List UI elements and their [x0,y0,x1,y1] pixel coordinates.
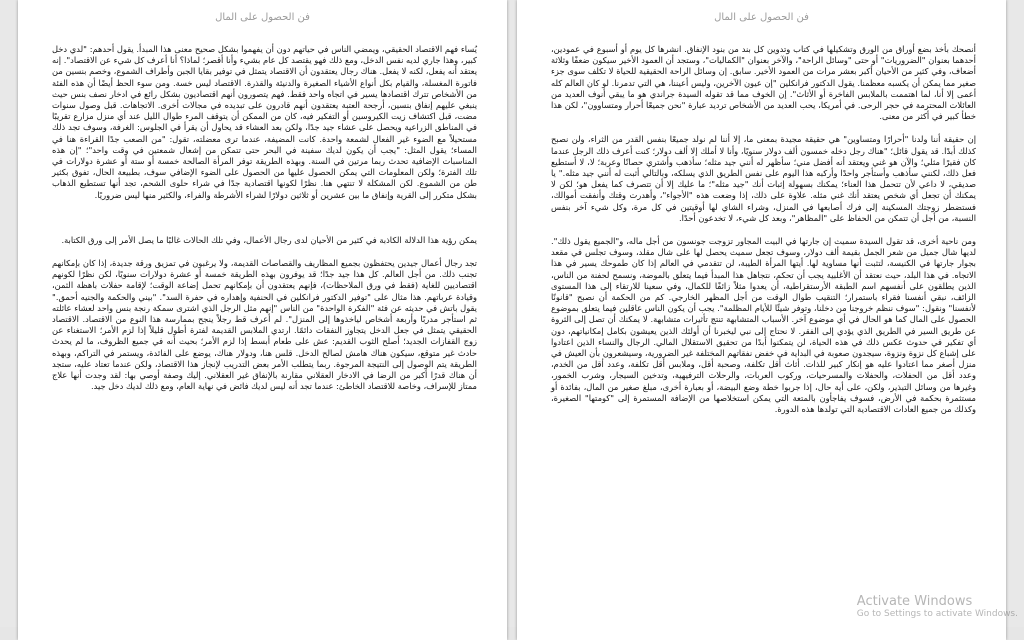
watermark-subtitle: Go to Settings to activate Windows. [856,609,1018,619]
page-body-right [551,44,976,640]
paragraph: يُساء فهم الاقتصاد الحقيقي، ويمضي الناس في حياتهم دون أن يفهموا بشكل صحيح معنى هذا المبدأ. يقول أحدهم: "لدي دخل كبير، وهذا جاري لديه نفس الدخل، ومع ذلك فهو يقتصد كل عام بشيء وأنا أقصر؛ لماذا؟ أنا أعرف كل شيء عن الاقتصاد". إنه يعتقد أنه يفعل، لكنه لا يفعل. هناك رجال يعتقدون أن الاقتصاد يتمثل في توفير بقايا الجبن وأطراف الشموع، وخصم بنسين من فاتورة المغسلة، والقيام بكل أنواع الأشياء الصغيرة والدنيئة والقذرة. الاقتصاد ليس خسة. ومن سوء الحظ أيضًا أن هذه الفئة من الأشخاص تترك اقتصادها يسير في اتجاه واحد فقط. فهم يتصورون أنهم اقتصاديون بشكل رائع في ادخار نصف بنس حيث ينبغي عليهم إنفاق بنسين، أرجحة العتبة يعتقدون أنهم قادرون على تبديده في مجالات أخرى. الاتجاهات. قبل وصول سنوات مضت، قبل اكتشاف زيت الكيروسين أو التفكير فيه، كان من الممكن أن يتوقف المرء طوال الليل عند أي منزل مزارع تقريبًا في المناطق الزراعية ويحصل على عشاء جيد جدًا، ولكن بعد العشاء قد يحاول أن يقرأ في الجلوس: الغرفة، وسوف تجد ذلك مستحيلاً مع الضوء غير الفعال لشمعة واحدة. كانت المضيفة، عندما ترى معضلته، تقول: "من الصعب جدًا القراءة هنا في المساء؛ يقول المثل: "يجب أن يكون لديك سفينة في البحر حتى تتمكن من إشعال شمعتين في وقت واحد"؛ "إن هذه المناسبات الإضافية تحدث ربما مرتين في السنة. وبهذه الطريقة توفر المرأة الصالحة خمسة أو ستة أو عشرة دولارات في تلك الفترة؛ ولكن المعلومات التي يمكن الحصول عليها من الحصول على الضوء الإضافي سوف، بطبيعة الحال، تفوق بكثير طن من الشموع. لكن المشكلة لا تنتهي هنا. نظرًا لكونها اقتصادية جدًا في شراء حلوى الشحم، تجد أنها تستطيع الذهاب بشكل متكرر إلى القرية وإنفاق ما بين عشرين أو ثلاثين دولارًا لشراء الأشرطة والفراء، والكثير منها ليس ضروريًا. [52,44,477,200]
paragraph: ومن ناحية أخرى، قد تقول السيدة سميث إن جارتها في البيت المجاور تزوجت جونسون من أجل ماله، و"الجميع يقول ذلك". لديها شال جميل من شعر الجمل بقيمة ألف دولار، وسوف تجعل سميث يحصل لها على شال مقلد، وسوف تجلس في مقعد بجوار جارتها في الكنيسة، لتثبت أنها مساوية لها. أيتها المرأة الطيبة، لن تتقدمي في العالم إذا كان طموحك يسير في هذا الاتجاه. في هذا البلد، حيث نعتقد أن الأغلبية يجب أن تحكم، نتجاهل هذا المبدأ فيما يتعلق بالموضة، ونسمح لحفنة من الناس، الذين يطلقون على أنفسهم اسم الطبقة الأرستقراطية، أن يعدوا مثلاً زائفًا للكمال، وفي سعينا للارتقاء إلى هذا المستوى الزائف، نبقي أنفسنا فقراء باستمرار؛ التنقيب طوال الوقت من أجل المظهر الخارجي. كم من الحكمة أن نصبح "قانونًا لأنفسنا" ونقول: "سوف ننظم خروجنا من دخلنا، وتوفر شيئًا للأيام المظلمة". يجب أن يكون الناس عاقلين فيما يتعلق بموضوع الحصول على المال كما هو الحال في أي موضوع آخر. الأسباب المتشابهة تنتج تأثيرات متشابهة. لا يمكنك أن تصل إلى الثروة عن طريق السير في الطريق الذي يؤدي إلى الفقر. لا نحتاج إلى نبي ليخبرنا أن أولئك الذين يعيشون بكامل إمكانياتهم، دون أي تفكير في حدوث عكس ذلك في هذه الحياة، لن يتمكنوا أبدًا من تحقيق الاستقلال المالي. الرجال والنساء الذين اعتادوا على إشباع كل نزوة ونزوة، سيجدون صعوبة في البداية في خفض نفقاتهم المختلفة غير الضرورية، وسيشعرون بأن العيش في منزل أصغر مما اعتادوا عليه هو إنكار كبير للذات. أثاث أقل تكلفة، وصحبة أقل، وملابس أقل تكلفة، وعدد أقل من الخدم، وعدد أقل من الحفلات، والحفلات والمسرحيات، وركوب العربات، والرحلات الترفيهية، وتدخين السيجار، وشرب الخمور، وغيرها من وسائل التبذير، ولكن، على أية حال، إذا جربوا خطة وضع البيضة، أو بعبارة أخرى، مبلغ صغير من المال، بفائدة أو مستثمرة بحكمة في الأرض، فسوف يفاجأون بالمتعة التي يمكن استخلاصها من الإضافة المستمرة إلى "كومتها" الصغيرة، وكذلك من جميع العادات الاقتصادية التي تولدها هذه الدورة. [551,236,976,415]
page-body-left [52,44,477,640]
paragraph: يمكن رؤية هذا الدلالة الكاذبة في كثير من الأحيان لدى رجال الأعمال، وفي تلك الحالات غالبًا ما يصل الأمر إلى ورق الكتابة. [61,234,477,245]
page-header-right: فن الحصول على المال [714,12,809,23]
page-header-left: فن الحصول على المال [215,12,310,23]
activate-windows-watermark [857,595,1018,621]
paragraph: تجد رجال أعمال جيدين يحتفظون بجميع المظاريف والقصاصات القديمة، ولا يرغبون في تمزيق ورقة جديدة، إذا كان بإمكانهم تجنب ذلك. من أجل العالم. كل هذا جيد جدًا؛ قد يوفرون بهذه الطريقة خمسة أو عشرة دولارات سنويًا، لكن نظرًا لكونهم اقتصاديين للغاية (فقط في ورق الملاحظات)، فإنهم يعتقدون أن بإمكانهم تحمل إضاعة الوقت؛ لإقامة حفلات باهظة الثمن، وقيادة عرباتهم. هذا مثال على "توفير الدكتور فرانكلين في الحنفية وإهداره في حفرة السد". "بيني والحكمة والجنيه أحمق." يقول باتش في حديثه عن فئة "الفكرة الواحدة" من الناس "إنهم مثل الرجل الذي اشترى سمكة رنجة بنس واحد لعشاء عائلته ثم استأجر مدربًا وأربعة أشخاص لياخذوها إلى المنزل". لم أعرف قط رجلاً ينجح بممارسة هذا النوع من الاقتصاد. الاقتصاد الحقيقي يتمثل في جعل الدخل يتجاوز النفقات دائمًا. ارتدي الملابس القديمة لفترة أطول قليلاً إذا لزم الأمر؛ الاستغناء عن زوج القفازات الجديد؛ أصلح الثوب القديم: عش على طعام أبسط إذا لزم الأمر؛ بحيث أنه في جميع الظروف، ما لم يحدث حادث غير متوقع، سيكون هناك هامش لصالح الدخل. قلس هنا، ودولار هناك، يوضع على الفائدة، ويستمر في التراكم، وبهذه الطريقة يتم الوصول إلى النتيجة المرجوة. ربما يتطلب الأمر بعض التدريب لإنجاز هذا الاقتصاد، ولكن عندما تعتاد عليه، ستجد أن هناك قدرًا أكبر من الرضا في الادخار العقلاني مقارنة بالإنفاق غير العقلاني. إليك وصفة أوصي بها: لقد وجدت أنها علاج ممتاز للإسراف، وخاصة للاقتصاد الخاطئ: عندما تجد أنه ليس لديك فائض في نهاية العام، ومع ذلك لديك دخل جيد. [52,258,477,392]
watermark-title: Activate Windows [856,594,973,609]
paragraph: أنصحك بأخذ بضع أوراق من الورق وتشكيلها في كتاب وتدوين كل بند من بنود الإنفاق. انشرها كل يوم أو أسبوع في عمودين، أحدهما بعنوان "الضروريات" أو حتى "وسائل الراحة"، والآخر بعنوان "الكماليات"، وستجد أن العمود الأخير سيكون ضعفًا وثلاثة أضعاف، وفي كثير من الأحيان أكبر بعشر مرات من العمود الأخير. سابق. إن وسائل الراحة الحقيقية للحياة لا تكلف سوى جزء صغير مما يمكن أن يكسبه معظمنا. يقول الدكتور فرانكلين "إن عيون الآخرين، وليس أعيننا، هي التي تدمرنا. لو كان العالم كله أعمى إلا أنا، لما اهتممت بالملابس الفاخرة أو الأثاث". إن الخوف مما قد تقوله السيدة جراندي هو ما يبقي أنوف العديد من العائلات المحترمة في حجر الرحى. في أمريكا، يحب العديد من الأشخاص ترديد عبارة "نحن جميعًا أحرار ومتساوون"، لكن هذا خطأ كبير في أكثر من معنى. [551,44,976,122]
paragraph: إن حقيقة أننا ولدنا "أحرارًا ومتساوين" هي حقيقة مجيدة بمعنى ما، إلا أننا لم نولد جميعًا بنفس القدر من الثراء، ولن نصبح كذلك أبدًا. قد يقول قائل؛ "هناك رجل دخله خمسون ألف دولار سنويًا، وأنا لا أملك إلا ألف دولار؛ كنت أعرف ذلك الرجل عندما كان فقيرًا مثلي؛ والآن هو غني ويعتقد أنه أفضل مني؛ سأظهر له أنني جيد مثله؛ سأذهب وأشتري حصانًا وعربة؛ لا، لا أستطيع فعل ذلك، لكنني سأذهب وأستأجر واحدًا وأركبه هذا اليوم على نفس الطريق الذي يسلكه، وبالتالي أثبت له أنني جيد مثله." يا صديقي، لا داعي لأن تتحمل هذا العناء؛ يمكنك بسهولة إثبات أنك "جيد مثله"؛ ما عليك إلا أن تتصرف كما يفعل هو؛ لكن لا يمكنك أن تجعل أي شخص يعتقد أنك غني مثله. علاوة على ذلك، إذا وضعت هذه "الأجواء"، وأهدرت وقتك وأنفقت أموالك، فستضطر زوجتك المسكينة إلى فرك أصابعها في المنزل، وشراء الشاي لها أوقيتين في كل مرة، وكل شيء آخر بنفس النسبة، من أجل أن تتمكن من الحفاظ على "المظاهر"، وبعد كل شيء، لا تخدعون أحدًا. [551,134,976,223]
page-left [18,0,507,640]
page-right [517,0,1006,640]
